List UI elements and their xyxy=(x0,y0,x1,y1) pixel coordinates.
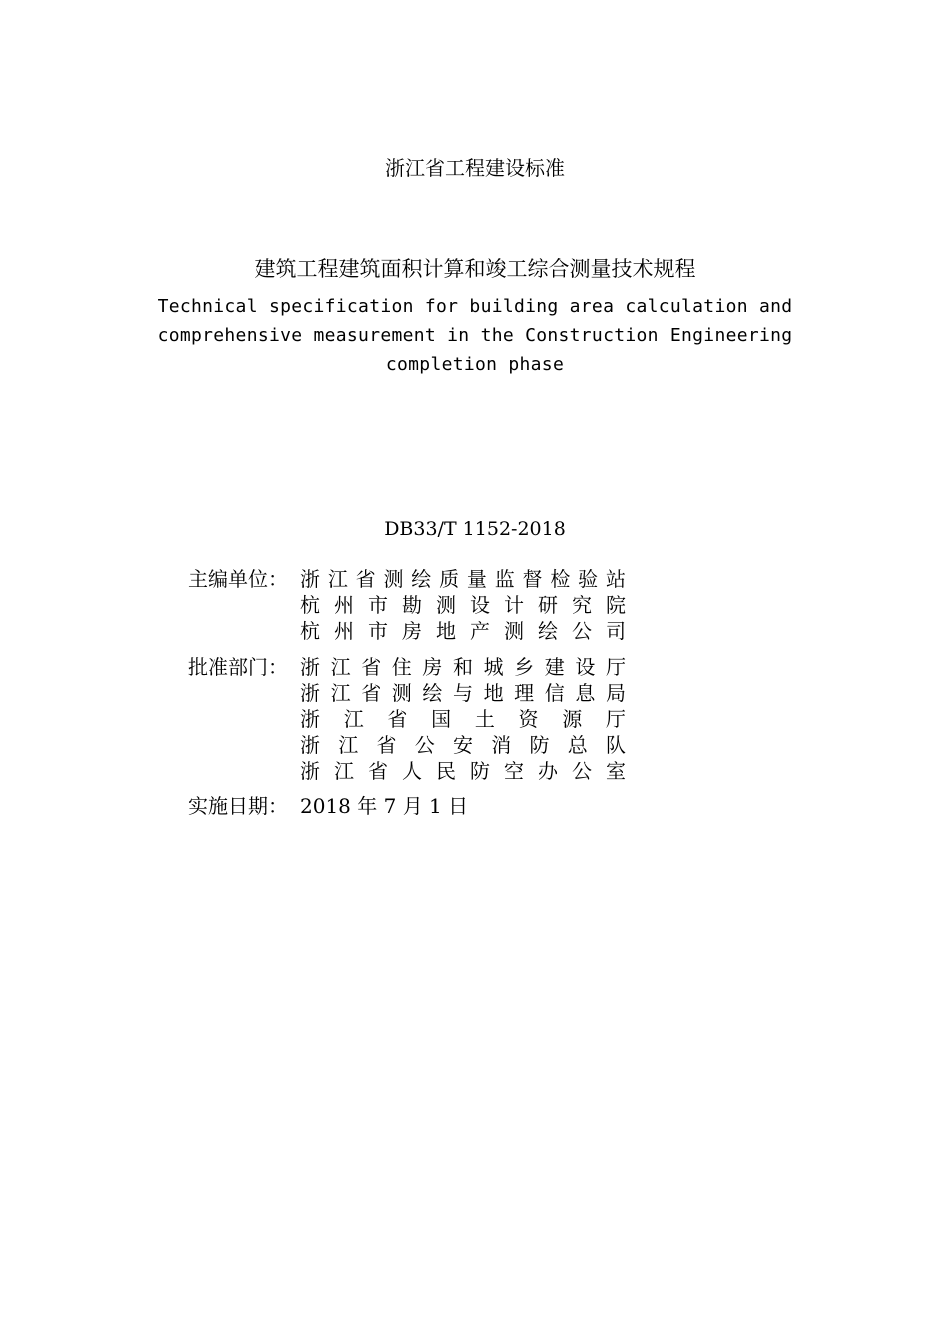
approver-unit: 浙 江 省 人 民 防 空 办 公 室 xyxy=(300,759,626,783)
approver-unit: 浙 江 省 测 绘 与 地 理 信 息 局 xyxy=(300,681,626,705)
document-title-chinese: 建筑工程建筑面积计算和竣工综合测量技术规程 xyxy=(254,257,696,281)
approvers-label: 批准部门： xyxy=(188,655,288,679)
effective-date-value: 2018 年 7 月 1 日 xyxy=(300,794,469,818)
approver-row xyxy=(188,758,626,784)
english-title-line: Technical specification for building area calculation and xyxy=(157,296,793,317)
approver-row xyxy=(188,680,626,706)
editor-row xyxy=(188,566,626,592)
approver-unit: 浙 江 省 国 土 资 源 厅 xyxy=(300,707,626,731)
editor-row xyxy=(188,618,626,644)
editor-unit: 杭 州 市 房 地 产 测 绘 公 司 xyxy=(300,619,626,643)
english-title-line: completion phase xyxy=(385,354,565,375)
english-title-line: comprehensive measurement in the Construction Engineering xyxy=(157,325,793,346)
standard-series-label: 浙江省工程建设标准 xyxy=(385,156,565,180)
editor-unit: 杭 州 市 勘 测 设 计 研 究 院 xyxy=(300,593,626,617)
approver-row xyxy=(188,732,626,758)
editor-unit: 浙 江 省 测 绘 质 量 监 督 检 验 站 xyxy=(300,567,626,591)
approver-unit: 浙 江 省 公 安 消 防 总 队 xyxy=(300,733,626,757)
approver-unit: 浙 江 省 住 房 和 城 乡 建 设 厅 xyxy=(300,655,626,679)
effective-date-label: 实施日期： xyxy=(188,794,288,818)
editor-row xyxy=(188,592,626,618)
effective-date-row xyxy=(188,793,468,819)
approver-row xyxy=(188,654,626,680)
editors-label: 主编单位： xyxy=(188,567,288,591)
document-title-english xyxy=(0,292,950,379)
standard-number: DB33/T 1152-2018 xyxy=(384,518,566,540)
approver-row xyxy=(188,706,626,732)
